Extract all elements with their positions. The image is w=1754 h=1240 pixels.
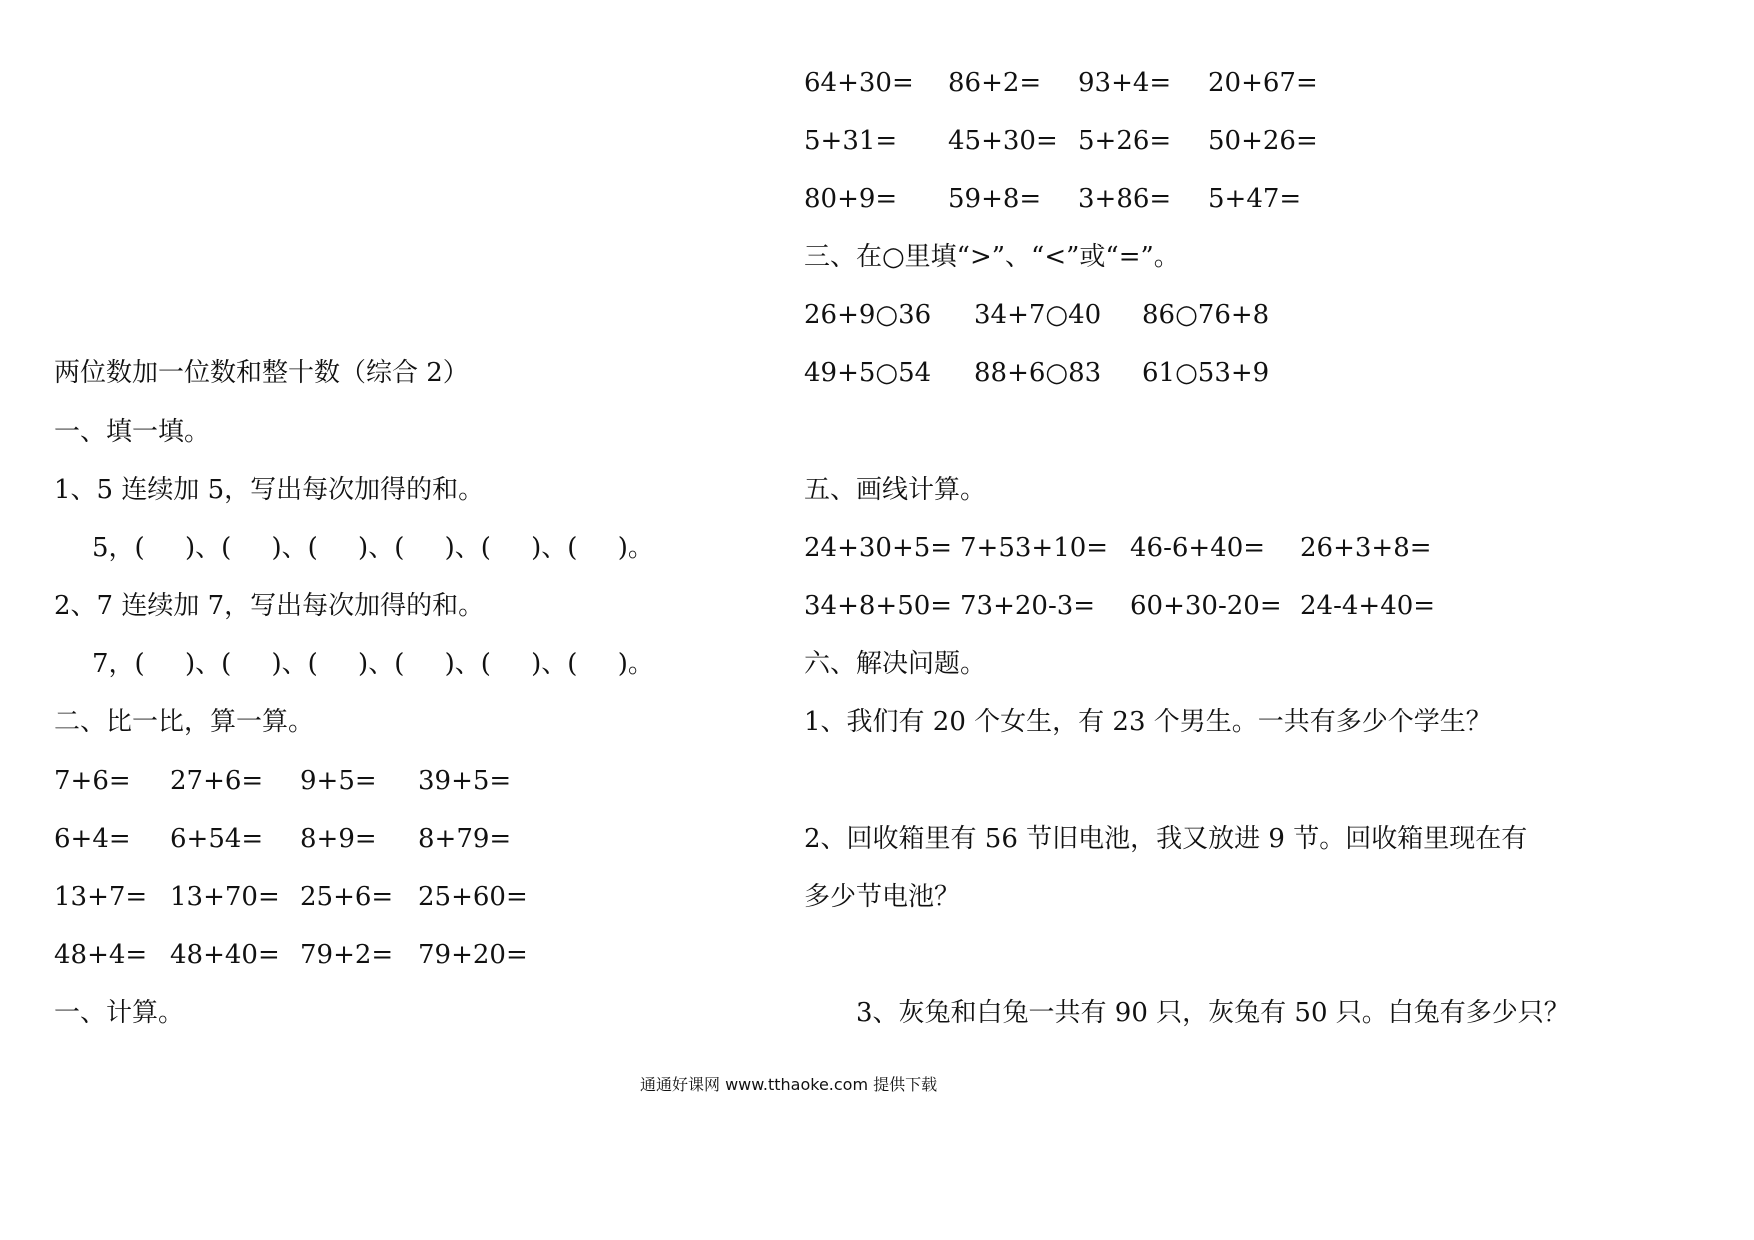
equation: 6+54= — [170, 824, 264, 854]
equation: 48+4= — [54, 940, 148, 970]
equation: 34+8+50= — [804, 591, 953, 621]
equation: 5+31= — [804, 126, 898, 156]
calc-section-heading: 一、计算。 — [54, 998, 185, 1028]
equation: 25+6= — [300, 882, 394, 912]
q2-prompt: 2、7 连续加 7，写出每次加得的和。 — [54, 591, 485, 621]
equation: 39+5= — [418, 766, 512, 796]
equation: 24+30+5= — [804, 533, 953, 563]
compare-item: 86○76+8 — [1142, 300, 1270, 330]
problem-2-line-2: 多少节电池？ — [804, 882, 961, 912]
equation: 9+5= — [300, 766, 377, 796]
equation: 7+6= — [54, 766, 131, 796]
section-3-heading: 三、在○里填“>”、“<”或“=”。 — [804, 242, 1180, 272]
section-6-heading: 六、解决问题。 — [804, 649, 987, 679]
equation: 6+4= — [54, 824, 131, 854]
q1-answer-line: 5，( )、( )、( )、( )、( )、( )。 — [92, 533, 654, 563]
section-1-heading: 一、填一填。 — [54, 417, 211, 447]
equation: 60+30-20= — [1130, 591, 1282, 621]
equation: 25+60= — [418, 882, 528, 912]
equation: 24-4+40= — [1300, 591, 1436, 621]
compare-item: 34+7○40 — [974, 300, 1102, 330]
section-2-heading: 二、比一比，算一算。 — [54, 707, 315, 737]
compare-item: 61○53+9 — [1142, 358, 1270, 388]
q1-prompt: 1、5 连续加 5，写出每次加得的和。 — [54, 475, 485, 505]
equation: 5+26= — [1078, 126, 1172, 156]
equation: 5+47= — [1208, 184, 1302, 214]
equation: 64+30= — [804, 68, 914, 98]
equation: 86+2= — [948, 68, 1042, 98]
equation: 45+30= — [948, 126, 1058, 156]
equation: 73+20-3= — [960, 591, 1096, 621]
problem-3: 3、灰兔和白兔一共有 90 只，灰兔有 50 只。白兔有多少只？ — [856, 998, 1570, 1028]
equation: 7+53+10= — [960, 533, 1109, 563]
equation: 13+70= — [170, 882, 280, 912]
equation: 3+86= — [1078, 184, 1172, 214]
problem-1: 1、我们有 20 个女生，有 23 个男生。一共有多少个学生？ — [804, 707, 1492, 737]
problem-2-line-1: 2、回收箱里有 56 节旧电池，我又放进 9 节。回收箱里现在有 — [804, 824, 1528, 854]
equation: 93+4= — [1078, 68, 1172, 98]
q2-answer-line: 7，( )、( )、( )、( )、( )、( )。 — [92, 649, 654, 679]
equation: 48+40= — [170, 940, 280, 970]
equation: 8+9= — [300, 824, 377, 854]
equation: 13+7= — [54, 882, 148, 912]
equation: 26+3+8= — [1300, 533, 1432, 563]
section-5-heading: 五、画线计算。 — [804, 475, 987, 505]
equation: 79+20= — [418, 940, 528, 970]
equation: 8+79= — [418, 824, 512, 854]
footer-credit: 通通好课网 www.tthaoke.com 提供下载 — [640, 1075, 938, 1094]
compare-item: 88+6○83 — [974, 358, 1102, 388]
equation: 59+8= — [948, 184, 1042, 214]
equation: 20+67= — [1208, 68, 1318, 98]
worksheet-title: 两位数加一位数和整十数（综合 2） — [54, 358, 469, 388]
equation: 46-6+40= — [1130, 533, 1266, 563]
compare-item: 26+9○36 — [804, 300, 932, 330]
equation: 79+2= — [300, 940, 394, 970]
equation: 50+26= — [1208, 126, 1318, 156]
equation: 80+9= — [804, 184, 898, 214]
compare-item: 49+5○54 — [804, 358, 932, 388]
equation: 27+6= — [170, 766, 264, 796]
